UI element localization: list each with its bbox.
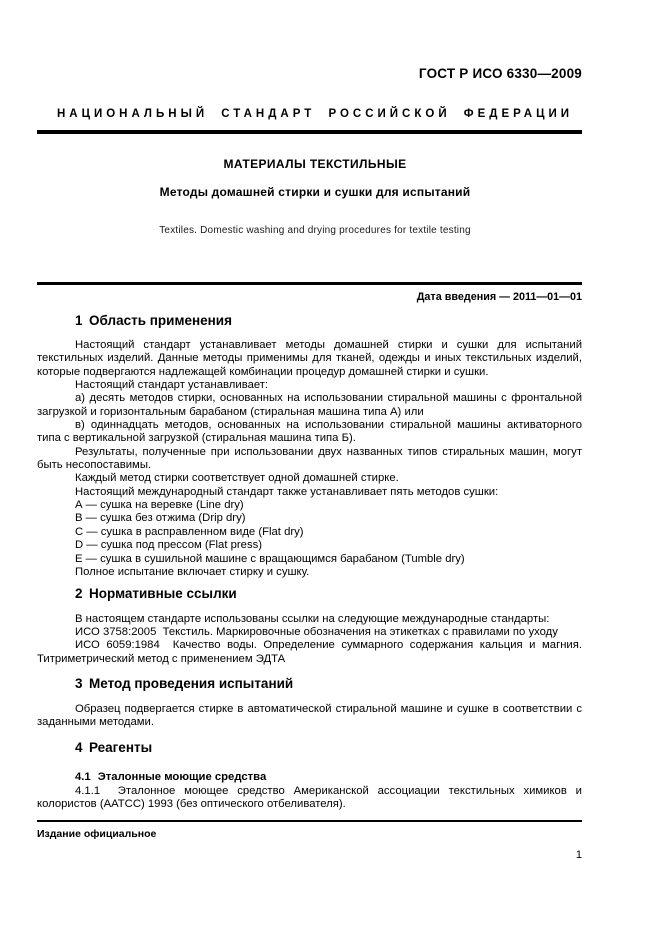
edition-note: Издание официальное: [37, 827, 157, 840]
title-main: МАТЕРИАЛЫ ТЕКСТИЛЬНЫЕ: [223, 157, 407, 171]
section-3-body: [37, 703, 582, 730]
section-4-number: 4: [75, 739, 83, 755]
section-4-body: [37, 785, 582, 812]
header-rule: [37, 130, 582, 134]
paragraph: Настоящий стандарт устанавливает методы домашней стирки и сушки для испытаний текстильных изделий. Данные методы применимы для тканей, одежды и иных текстильных изделий, которые подвергаются надлежащей комбинации процедур домашней стирки и сушки.: [37, 339, 582, 378]
drying-method-item: А — сушка на веревке (Line dry): [75, 499, 244, 512]
section-2-number: 2: [75, 586, 83, 602]
section-4-title: Реагенты: [89, 739, 153, 755]
section-2-heading: [75, 585, 582, 603]
section-2-body: [37, 613, 582, 666]
reference-item: ИСО 3758:2005 Текстиль. Маркировочные обозначения на этикетках с правилами по уходу: [75, 626, 558, 639]
section-1-title: Область применения: [89, 313, 232, 328]
section-2-title: Нормативные ссылки: [89, 586, 237, 602]
paragraph: Образец подвергается стирке в автоматической стиральной машине и сушке в соответствии с заданными методами.: [37, 702, 582, 728]
drying-method-item: В — сушка без отжима (Drip dry): [75, 512, 246, 525]
paragraph: Результаты, полученные при использовании двух названных типов стиральных машин, могут быть несопоставимы.: [37, 445, 582, 472]
paragraph: В настоящем стандарте использованы ссылки на следующие международные стандарты:: [75, 612, 550, 625]
introduction-date: Дата введения — 2011—01—01: [416, 291, 582, 303]
doc-code: ГОСТ Р ИСО 6330—2009: [418, 66, 582, 81]
paragraph: в) одиннадцать методов, основанных на использовании стиральной машины активаторного типа с вертикальной загрузкой (стиральная машина типа Б).: [37, 419, 582, 445]
paragraph: Настоящий международный стандарт также устанавливает пять методов сушки:: [75, 485, 499, 498]
title-subtitle: Методы домашней стирки и сушки для испытаний: [159, 185, 471, 199]
footer-rule: [37, 820, 582, 822]
page-number: 1: [575, 848, 582, 861]
section-3-number: 3: [75, 676, 83, 692]
national-standard-banner: НАЦИОНАЛЬНЫЙ СТАНДАРТ РОССИЙСКОЙ ФЕДЕРАЦИИ: [56, 108, 574, 120]
paragraph: 4.1.1 Эталонное моющее средство Американской ассоциации текстильных химиков и колористов (ААТСС) 1993 (без оптического отбеливателя).: [37, 784, 582, 811]
subsection-4-1-title: Эталонные моющие средства: [97, 770, 267, 783]
section-1-body: [37, 339, 582, 579]
section-1-number: 1: [75, 313, 83, 328]
page-content: [0, 66, 661, 862]
subsection-4-1-number: 4.1: [75, 770, 91, 783]
drying-method-item: С — сушка в расправленном виде (Flat dry): [75, 525, 304, 538]
drying-method-item: D — сушка под прессом (Flat press): [75, 539, 262, 552]
paragraph: Полное испытание включает стирку и сушку.: [75, 565, 310, 578]
reference-item: ИСО 6059:1984 Качество воды. Определение суммарного содержания кальция и магния. Титриметрический метод с применением ЭДТА: [37, 639, 582, 665]
title-english: Textiles. Domestic washing and drying procedures for textile testing: [159, 225, 471, 236]
subsection-4-1-heading: [75, 771, 582, 784]
paragraph: а) десять методов стирки, основанных на использовании стиральной машины с фронтальной загрузкой и горизонтальным барабаном (стиральная машина типа А) или: [37, 392, 582, 418]
section-3-heading: [75, 675, 582, 693]
paragraph: Каждый метод стирки соответствует одной домашней стирке.: [75, 472, 399, 485]
drying-method-item: Е — сушка в сушильной машине с вращающимся барабаном (Tumble dry): [75, 552, 465, 565]
paragraph: Настоящий стандарт устанавливает:: [75, 379, 269, 392]
section-1-heading: [75, 312, 582, 330]
section-3-title: Метод проведения испытаний: [89, 676, 294, 692]
title-rule: [37, 282, 582, 285]
section-4-heading: [75, 739, 582, 757]
